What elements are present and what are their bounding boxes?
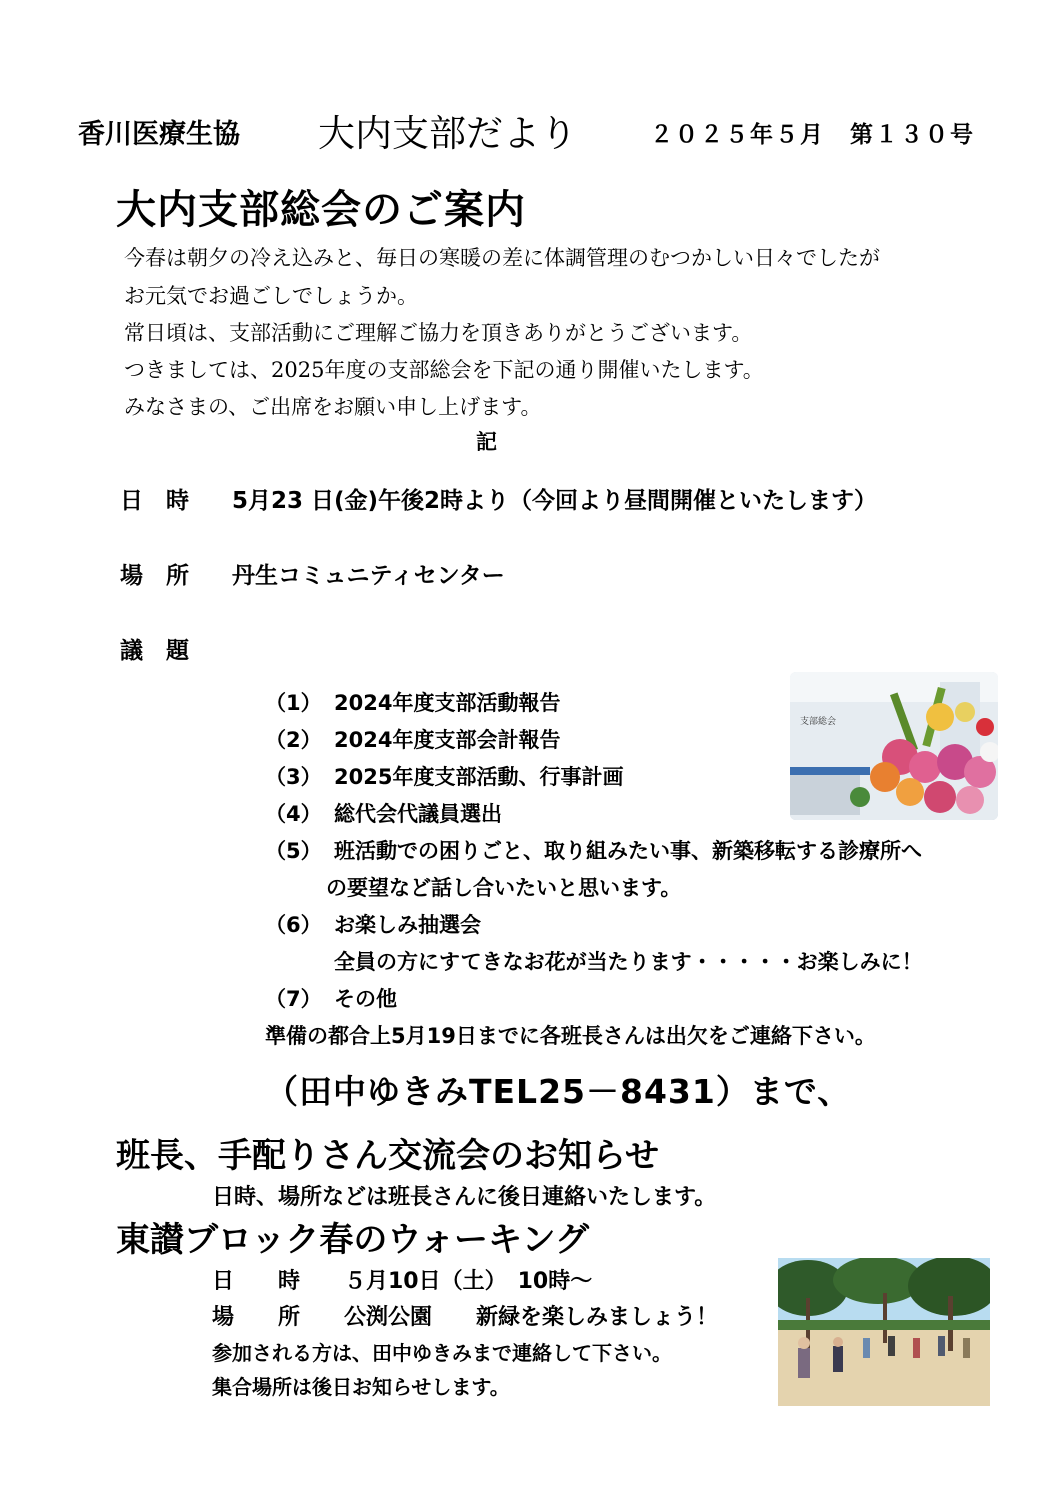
walk-note: 参加される方は、田中ゆきみまで連絡して下さい。 bbox=[212, 1341, 672, 1365]
agenda-number: （3） bbox=[265, 765, 322, 789]
agenda-number: （2） bbox=[265, 728, 322, 752]
walk-note: 集合場所は後日お知らせします。 bbox=[212, 1375, 510, 1399]
place-value: 丹生コミュニティセンター bbox=[232, 563, 505, 589]
flower-arrangement-image bbox=[790, 672, 998, 820]
agenda-item: 総代会代議員選出 bbox=[334, 802, 502, 826]
agenda-item: お楽しみ抽選会 bbox=[334, 913, 481, 937]
contact-line: （田中ゆきみTEL25－8431）まで、 bbox=[265, 1072, 852, 1111]
attendance-note: 準備の都合上5月19日までに各班長さんは出欠をご連絡下さい。 bbox=[265, 1024, 876, 1048]
intro-line: 今春は朝夕の冷え込みと、毎日の寒暖の差に体調管理のむつかしい日々でしたが bbox=[124, 246, 880, 270]
agenda-number: （7） bbox=[265, 987, 322, 1011]
agenda-number: （5） bbox=[265, 839, 322, 863]
photo-sign-text: 支部総会 bbox=[800, 717, 837, 727]
walk-place: 場 所 公渕公園 新緑を楽しみましょう！ bbox=[212, 1305, 719, 1330]
intro-line: お元気でお過ごしでしょうか。 bbox=[124, 284, 418, 308]
intro-line: つきましては、2025年度の支部総会を下記の通り開催いたします。 bbox=[124, 358, 764, 382]
section-line: 日時、場所などは班長さんに後日連絡いたします。 bbox=[212, 1185, 717, 1210]
agenda-item-continued: の要望など話し合いたいと思います。 bbox=[326, 876, 682, 900]
newsletter-title: 大内支部だより bbox=[318, 112, 577, 155]
agenda-item: 2024年度支部活動報告 bbox=[334, 691, 561, 715]
agenda-item-continued: 全員の方にすてきなお花が当たります・・・・・お楽しみに！ bbox=[334, 950, 923, 974]
agenda-number: （1） bbox=[265, 691, 322, 715]
intro-line: みなさまの、ご出席をお願い申し上げます。 bbox=[124, 395, 542, 419]
flower-photo bbox=[790, 672, 998, 820]
agenda-item: 2024年度支部会計報告 bbox=[334, 728, 561, 752]
agenda-number: （4） bbox=[265, 802, 322, 826]
agenda-number: （6） bbox=[265, 913, 322, 937]
section-title: 東讃ブロック春のウォーキング bbox=[116, 1220, 589, 1260]
agenda-label: 議 題 bbox=[120, 638, 189, 664]
intro-line: 常日頃は、支部活動にご理解ご協力を頂きありがとうございます。 bbox=[124, 321, 753, 345]
place-label: 場 所 bbox=[120, 563, 189, 589]
main-heading: 大内支部総会のご案内 bbox=[116, 187, 526, 233]
section-title: 班長、手配りさん交流会のお知らせ bbox=[116, 1136, 659, 1176]
agenda-item: 2025年度支部活動、行事計画 bbox=[334, 765, 624, 789]
ki-mark: 記 bbox=[476, 430, 497, 454]
park-walking-image bbox=[778, 1258, 990, 1406]
datetime-label: 日 時 bbox=[120, 488, 189, 514]
walk-datetime: 日 時 ５月10日（土） 10時～ bbox=[212, 1269, 593, 1294]
organization-name: 香川医療生協 bbox=[78, 119, 240, 150]
walking-photo bbox=[778, 1258, 990, 1406]
datetime-value: 5月23 日(金)午後2時より（今回より昼間開催といたします） bbox=[232, 488, 878, 514]
issue-info: ２０２５年５月 第１３０号 bbox=[650, 122, 975, 148]
agenda-item: その他 bbox=[334, 987, 397, 1011]
agenda-item: 班活動での困りごと、取り組みたい事、新築移転する診療所へ bbox=[334, 839, 922, 863]
